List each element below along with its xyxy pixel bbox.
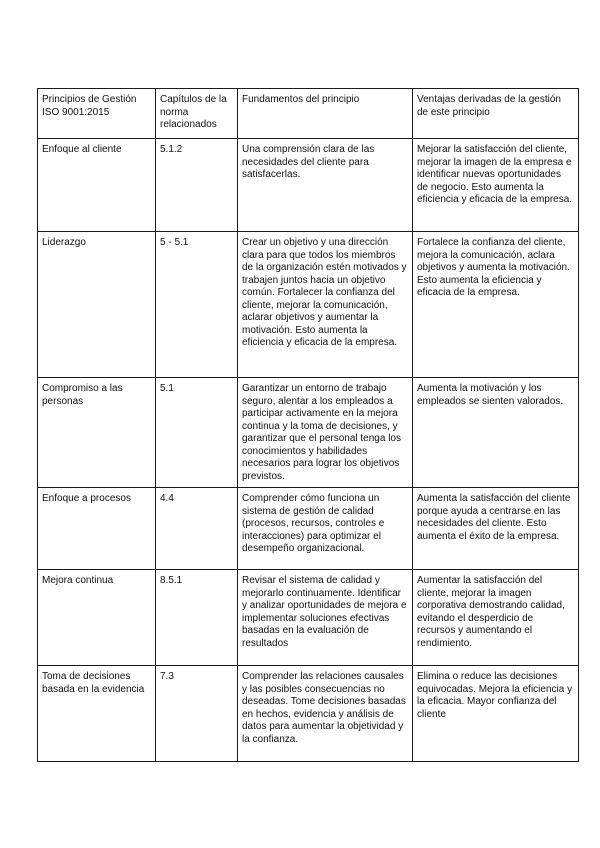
principle-cell: Liderazgo	[38, 232, 156, 378]
chapters-cell: 4.4	[156, 488, 238, 570]
foundation-cell: Crear un objetivo y una dirección clara para que todos los miembros de la organización estén motivados y trabajen juntos hacia un objetivo común. Fortalecer la confianza del cliente, mejorar la comunicación, aclarar objetivos y aumentar la motivación. Esto aumenta la eficiencia y eficacia de la empresa.	[238, 232, 413, 378]
header-cell-foundation: Fundamentos del principio	[238, 89, 413, 139]
table-row	[38, 378, 579, 488]
foundation-cell: Revisar el sistema de calidad y mejorarlo continuamente. Identificar y analizar oportunidades de mejora e implementar soluciones efectivas basadas en la evaluación de resultados	[238, 570, 413, 666]
advantages-cell: Fortalece la confianza del cliente, mejora la comunicación, aclara objetivos y aumenta la motivación. Esto aumenta la eficiencia y eficacia de la empresa.	[413, 232, 579, 378]
advantages-cell: Aumentar la satisfacción del cliente, mejorar la imagen corporativa demostrando calidad, evitando el desperdicio de recursos y aumentando el rendimiento.	[413, 570, 579, 666]
table-row	[38, 570, 579, 666]
header-cell-advantages: Ventajas derivadas de la gestión de este principio	[413, 89, 579, 139]
principle-cell: Enfoque al cliente	[38, 139, 156, 232]
table-row	[38, 666, 579, 762]
foundation-cell: Una comprensión clara de las necesidades del cliente para satisfacerlas.	[238, 139, 413, 232]
advantages-cell: Aumenta la satisfacción del cliente porque ayuda a centrarse en las necesidades del cliente. Esto aumenta el éxito de la empresa.	[413, 488, 579, 570]
foundation-cell: Comprender las relaciones causales y las posibles consecuencias no deseadas. Tome decisiones basadas en hechos, evidencia y análisis de datos para aumentar la objetividad y la confianza.	[238, 666, 413, 762]
chapters-cell: 8.5.1	[156, 570, 238, 666]
principle-cell: Compromiso a las personas	[38, 378, 156, 488]
chapters-cell: 5.1	[156, 378, 238, 488]
advantages-cell: Mejorar la satisfacción del cliente, mejorar la imagen de la empresa e identificar nuevas oportunidades de negocio. Esto aumenta la eficiencia y eficacia de la empresa.	[413, 139, 579, 232]
foundation-cell: Comprender cómo funciona un sistema de gestión de calidad (procesos, recursos, controles e interacciones) para optimizar el desempeño organizacional.	[238, 488, 413, 570]
foundation-cell: Garantizar un entorno de trabajo seguro, alentar a los empleados a participar activamente en la mejora continua y la toma de decisiones, y garantizar que el personal tenga los conocimientos y habilidades necesarios para lograr los objetivos previstos.	[238, 378, 413, 488]
advantages-cell: Elimina o reduce las decisiones equivocadas. Mejora la eficiencia y la eficacia. Mayor confianza del cliente	[413, 666, 579, 762]
header-cell-chapters: Capítulos de la norma relacionados	[156, 89, 238, 139]
chapters-cell: 5 - 5.1	[156, 232, 238, 378]
advantages-cell: Aumenta la motivación y los empleados se sienten valorados.	[413, 378, 579, 488]
chapters-cell: 5.1.2	[156, 139, 238, 232]
iso-principles-table	[37, 88, 579, 762]
principle-cell: Enfoque a procesos	[38, 488, 156, 570]
chapters-cell: 7.3	[156, 666, 238, 762]
table-row	[38, 232, 579, 378]
principle-cell: Toma de decisiones basada en la evidencia	[38, 666, 156, 762]
table-header-row	[38, 89, 579, 139]
table-row	[38, 488, 579, 570]
principle-cell: Mejora continua	[38, 570, 156, 666]
table-row	[38, 139, 579, 232]
header-cell-principle: Principios de Gestión ISO 9001:2015	[38, 89, 156, 139]
